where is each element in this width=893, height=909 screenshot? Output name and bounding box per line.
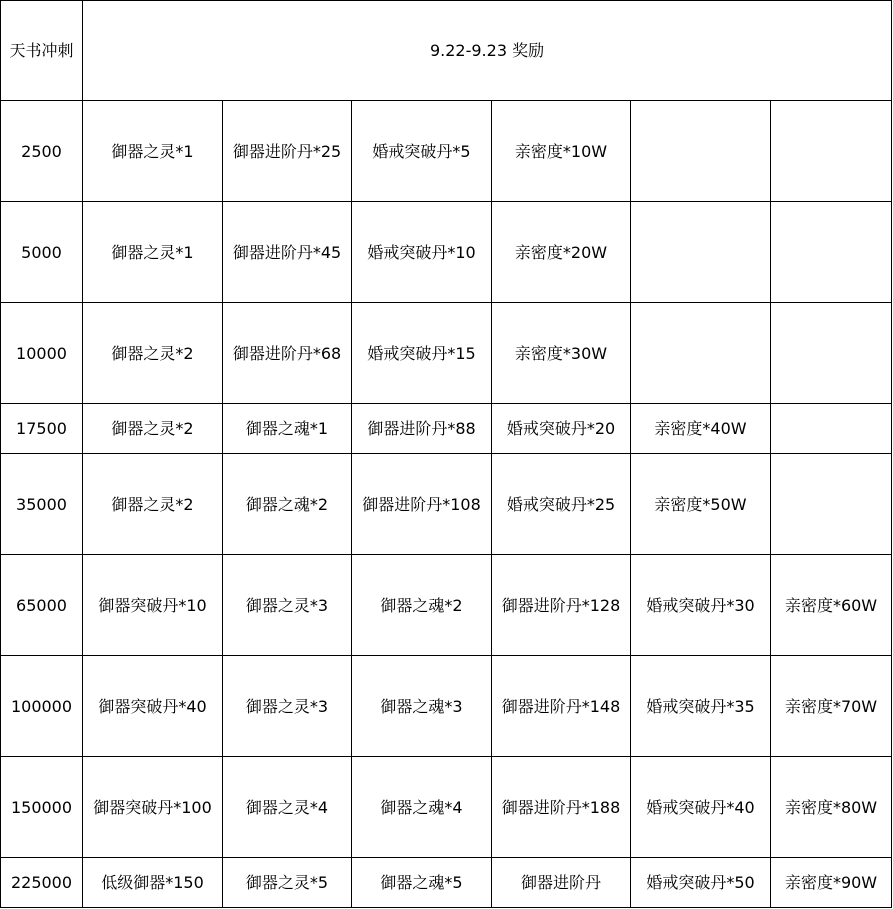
threshold-cell <box>1 555 83 656</box>
reward-text: 御器之灵*1 <box>111 141 194 161</box>
reward-text: 御器进阶丹*128 <box>501 595 621 615</box>
reward-cell <box>771 404 892 454</box>
reward-text: 御器之魂*3 <box>380 696 463 716</box>
header-first-col-text: 天书冲刺 <box>9 41 74 60</box>
reward-cell <box>223 303 352 404</box>
reward-text: 御器进阶丹*148 <box>501 696 621 716</box>
reward-text: 婚戒突破丹*5 <box>372 141 471 161</box>
reward-cell <box>223 757 352 858</box>
table-row <box>1 101 892 202</box>
reward-cell <box>352 303 492 404</box>
reward-text: 亲密度*30W <box>514 343 608 363</box>
threshold-value: 5000 <box>21 242 62 262</box>
reward-text: 亲密度*90W <box>784 873 878 892</box>
reward-text: 御器突破丹*100 <box>93 797 212 817</box>
reward-text: 亲密度*10W <box>514 141 608 161</box>
reward-cell <box>492 404 631 454</box>
reward-cell <box>631 555 771 656</box>
threshold-cell <box>1 757 83 858</box>
reward-text: 御器之灵*3 <box>245 595 329 615</box>
reward-cell <box>352 656 492 757</box>
reward-text: 婚戒突破丹*50 <box>646 873 755 892</box>
reward-cell <box>83 757 223 858</box>
header-title-text: 9.22-9.23 奖励 <box>429 41 545 60</box>
reward-cell <box>352 454 492 555</box>
reward-cell <box>83 303 223 404</box>
reward-text: 御器之魂*1 <box>245 419 329 438</box>
threshold-value: 65000 <box>16 595 67 615</box>
threshold-cell <box>1 101 83 202</box>
reward-text: 亲密度*40W <box>654 419 747 438</box>
reward-cell <box>83 404 223 454</box>
reward-text: 御器之魂*5 <box>380 873 463 892</box>
table-row <box>1 454 892 555</box>
reward-text: 御器之灵*2 <box>111 419 194 438</box>
threshold-cell <box>1 656 83 757</box>
reward-cell <box>83 858 223 908</box>
reward-text: 婚戒突破丹*35 <box>646 696 755 716</box>
reward-text: 御器之灵*2 <box>111 343 194 363</box>
table-row <box>1 404 892 454</box>
threshold-cell <box>1 858 83 908</box>
reward-cell <box>492 656 631 757</box>
reward-cell <box>631 656 771 757</box>
reward-cell <box>492 858 631 908</box>
reward-text: 御器进阶丹*45 <box>232 242 342 262</box>
reward-text: 御器之魂*2 <box>380 595 463 615</box>
table-row <box>1 656 892 757</box>
reward-cell <box>631 202 771 303</box>
reward-cell <box>352 101 492 202</box>
threshold-value: 17500 <box>16 419 67 438</box>
table-row <box>1 858 892 908</box>
reward-text: 婚戒突破丹*10 <box>367 242 476 262</box>
reward-text: 御器进阶丹*108 <box>362 494 481 514</box>
reward-cell <box>492 555 631 656</box>
reward-cell <box>352 404 492 454</box>
reward-cell <box>492 757 631 858</box>
reward-cell <box>631 101 771 202</box>
threshold-cell <box>1 202 83 303</box>
reward-cell <box>83 202 223 303</box>
reward-text: 婚戒突破丹*25 <box>506 494 616 514</box>
table-body <box>1 1 892 908</box>
reward-text: 御器进阶丹*188 <box>501 797 621 817</box>
reward-cell <box>223 454 352 555</box>
threshold-value: 225000 <box>10 873 73 892</box>
reward-cell <box>631 454 771 555</box>
reward-cell <box>223 404 352 454</box>
reward-text: 御器进阶丹*25 <box>232 141 342 161</box>
reward-cell <box>223 656 352 757</box>
reward-cell <box>83 454 223 555</box>
reward-cell <box>631 858 771 908</box>
reward-cell <box>771 454 892 555</box>
reward-text: 婚戒突破丹*30 <box>646 595 755 615</box>
reward-text: 御器之灵*3 <box>245 696 329 716</box>
reward-cell <box>352 202 492 303</box>
reward-text: 御器进阶丹*88 <box>367 419 476 438</box>
reward-text: 御器之灵*2 <box>111 494 194 514</box>
table-row <box>1 757 892 858</box>
reward-cell <box>352 757 492 858</box>
reward-cell <box>352 858 492 908</box>
reward-text: 御器进阶丹 <box>520 873 601 892</box>
reward-cell <box>492 101 631 202</box>
reward-text: 御器之魂*2 <box>245 494 329 514</box>
reward-text: 御器之魂*4 <box>380 797 463 817</box>
reward-text: 御器之灵*5 <box>245 873 329 892</box>
reward-cell <box>83 555 223 656</box>
reward-cell <box>771 303 892 404</box>
table-row <box>1 303 892 404</box>
reward-cell <box>352 555 492 656</box>
reward-text: 亲密度*60W <box>784 595 878 615</box>
reward-cell <box>771 656 892 757</box>
reward-cell <box>223 858 352 908</box>
reward-cell <box>223 555 352 656</box>
reward-text: 亲密度*70W <box>784 696 878 716</box>
reward-cell <box>492 202 631 303</box>
reward-text: 御器之灵*4 <box>245 797 329 817</box>
threshold-value: 100000 <box>10 696 73 716</box>
reward-text: 亲密度*80W <box>784 797 878 817</box>
header-title <box>83 1 892 101</box>
reward-text: 御器突破丹*40 <box>98 696 207 716</box>
threshold-value: 35000 <box>16 494 67 514</box>
threshold-cell <box>1 404 83 454</box>
reward-text: 亲密度*20W <box>514 242 608 262</box>
threshold-value: 150000 <box>10 797 73 817</box>
reward-cell <box>223 101 352 202</box>
threshold-value: 10000 <box>16 343 67 363</box>
reward-cell <box>83 101 223 202</box>
reward-text: 亲密度*50W <box>654 494 747 514</box>
table-row <box>1 202 892 303</box>
reward-cell <box>492 454 631 555</box>
reward-cell <box>223 202 352 303</box>
header-first-col <box>1 1 83 101</box>
reward-cell <box>771 101 892 202</box>
reward-text: 婚戒突破丹*15 <box>367 343 476 363</box>
reward-text: 婚戒突破丹*20 <box>506 419 616 438</box>
reward-text: 御器之灵*1 <box>111 242 194 262</box>
reward-cell <box>771 757 892 858</box>
threshold-value: 2500 <box>21 141 62 161</box>
reward-cell <box>492 303 631 404</box>
reward-cell <box>771 202 892 303</box>
reward-cell <box>83 656 223 757</box>
reward-cell <box>631 303 771 404</box>
threshold-cell <box>1 454 83 555</box>
header-row <box>1 1 892 101</box>
threshold-cell <box>1 303 83 404</box>
table-row <box>1 555 892 656</box>
reward-cell <box>631 757 771 858</box>
reward-text: 御器进阶丹*68 <box>232 343 342 363</box>
reward-text: 御器突破丹*10 <box>98 595 207 615</box>
reward-cell <box>631 404 771 454</box>
reward-text: 低级御器*150 <box>101 873 204 892</box>
reward-cell <box>771 858 892 908</box>
reward-cell <box>771 555 892 656</box>
reward-text: 婚戒突破丹*40 <box>646 797 755 817</box>
